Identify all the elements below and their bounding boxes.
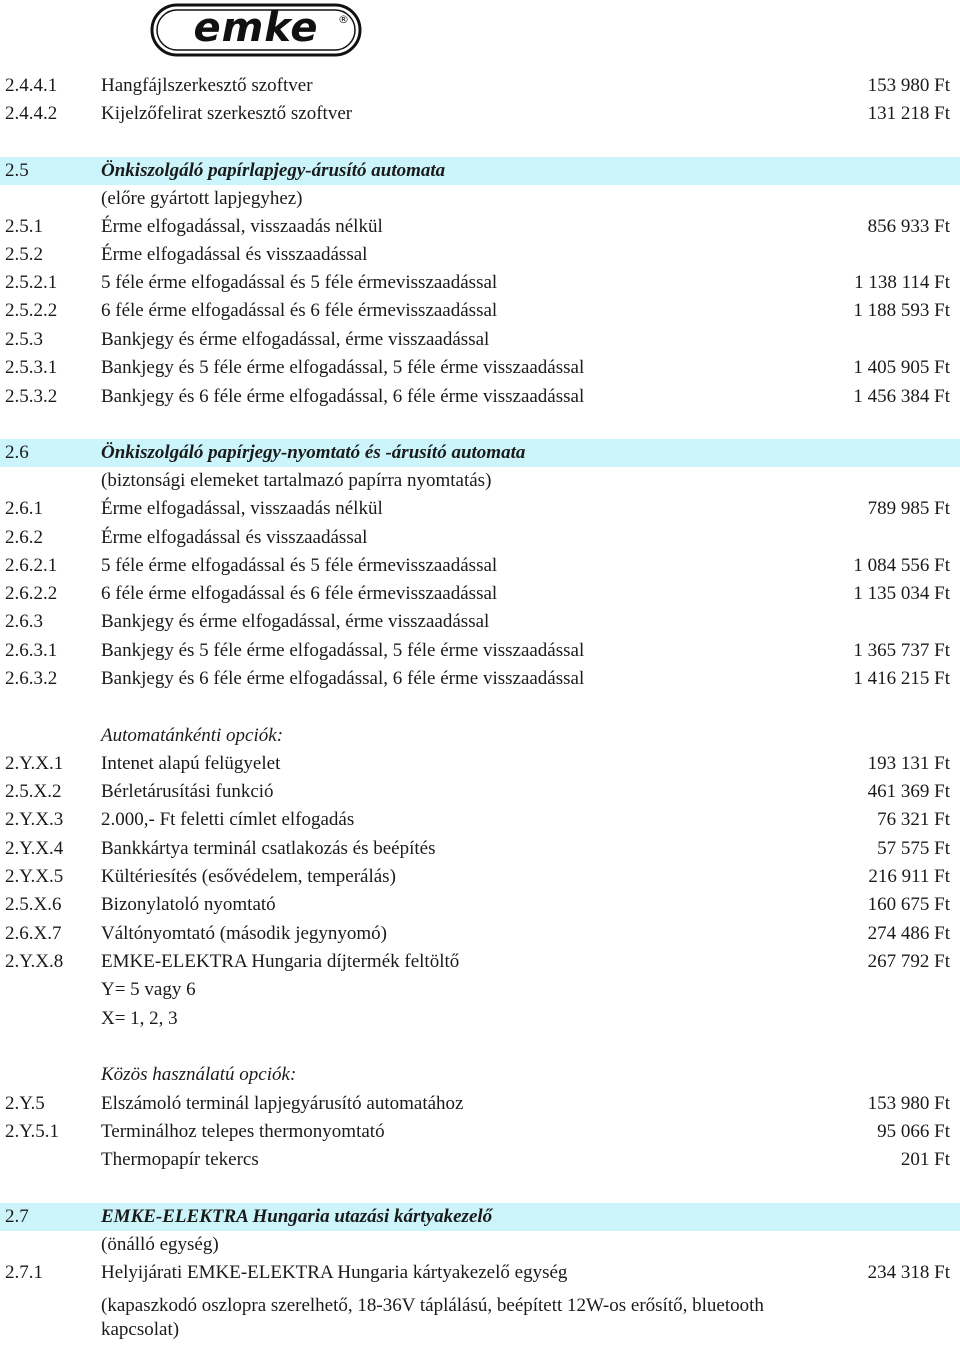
emke-logo [150,3,362,57]
section-number: 2.5 [5,160,29,181]
item-number: 2.6.X.7 [5,923,62,944]
item-description: Érme elfogadással és visszaadással [101,244,368,265]
item-description: 6 féle érme elfogadással és 6 féle érmevisszaadással [101,300,498,321]
item-description: 2.000,- Ft feletti címlet elfogadás [101,809,355,830]
item-price: 1 456 384 Ft [853,386,950,407]
item-number: 2.5.3 [5,329,43,350]
item-number: 2.6.3.2 [5,668,58,689]
item-number: 2.Y.5 [5,1093,45,1114]
legend-y: Y= 5 vagy 6 [101,979,196,1000]
item-description: Bankjegy és 6 féle érme elfogadással, 6 féle érme visszaadással [101,668,585,689]
item-number: 2.5.X.2 [5,781,62,802]
item-number: 2.5.3.1 [5,357,58,378]
section-header-row [0,157,960,185]
price-row [0,100,960,128]
item-description: Bizonylatoló nyomtató [101,894,276,915]
item-price: 1 188 593 Ft [853,300,950,321]
item-number: 2.Y.X.4 [5,838,64,859]
item-description: Terminálhoz telepes thermonyomtató [101,1121,385,1142]
item-description: Bankjegy és érme elfogadással, érme visszaadással [101,611,490,632]
item-price: 1 135 034 Ft [853,583,950,604]
item-description: Bankjegy és 5 féle érme elfogadással, 5 féle érme visszaadással [101,640,585,661]
item-description: Elszámoló terminál lapjegyárusító automatához [101,1093,464,1114]
section-header-row [0,439,960,467]
item-number: 2.6.2.1 [5,555,58,576]
item-description: Bérletárusítási funkció [101,781,274,802]
item-description: Kültériesítés (esővédelem, temperálás) [101,866,396,887]
item-price: 461 369 Ft [867,781,950,802]
item-number: 2.Y.5.1 [5,1121,60,1142]
item-number: 2.5.2.1 [5,272,58,293]
item-description: 6 féle érme elfogadással és 6 féle érmevisszaadással [101,583,498,604]
price-row [0,1090,960,1118]
options-heading-row [0,1061,960,1089]
item-number: 2.Y.X.3 [5,809,64,830]
item-number: 2.5.1 [5,216,43,237]
options-heading-row [0,722,960,750]
item-price: 1 365 737 Ft [853,640,950,661]
price-row [0,241,960,269]
item-price: 1 084 556 Ft [853,555,950,576]
item-price: 57 575 Ft [877,838,950,859]
price-row [0,297,960,325]
price-row [0,948,960,976]
price-row [0,1118,960,1146]
section-number: 2.7 [5,1206,29,1227]
price-row [0,495,960,523]
item-number: 2.5.3.2 [5,386,58,407]
registered-mark: ® [338,13,349,26]
item-price: 193 131 Ft [867,753,950,774]
price-row [0,383,960,411]
item-price: 216 911 Ft [868,866,950,887]
price-row [0,524,960,552]
item-price: 789 985 Ft [867,498,950,519]
item-description: Érme elfogadással, visszaadás nélkül [101,216,383,237]
item-number: 2.4.4.1 [5,75,58,96]
item-description: Hangfájlszerkesztő szoftver [101,75,313,96]
item-price: 131 218 Ft [867,103,950,124]
item-price: 153 980 Ft [867,75,950,96]
item-number: 2.6.2 [5,527,43,548]
legend-row [0,976,960,1004]
price-row [0,920,960,948]
item-price: 234 318 Ft [867,1262,950,1283]
item-price: 95 066 Ft [877,1121,950,1142]
section-note: (biztonsági elemeket tartalmazó papírra nyomtatás) [101,470,492,491]
price-row [0,72,960,100]
legend-x: X= 1, 2, 3 [101,1008,178,1029]
item-number: 2.6.3 [5,611,43,632]
item-price: 160 675 Ft [867,894,950,915]
note-row [0,185,960,213]
price-row [0,891,960,919]
price-row [0,580,960,608]
item-price: 76 321 Ft [877,809,950,830]
item-number: 2.6.3.1 [5,640,58,661]
price-row [0,269,960,297]
item-description: 5 féle érme elfogadással és 5 féle érmevisszaadással [101,555,498,576]
item-description: Váltónyomtató (második jegynyomó) [101,923,388,944]
item-price: 267 792 Ft [867,951,950,972]
price-row [0,1146,960,1174]
item-price: 1 405 905 Ft [853,357,950,378]
section-note: (önálló egység) [101,1234,219,1255]
legend-row [0,1005,960,1033]
price-row [0,326,960,354]
item-price: 1 416 215 Ft [853,668,950,689]
price-row [0,354,960,382]
price-row [0,1259,960,1287]
item-description: Érme elfogadással, visszaadás nélkül [101,498,383,519]
price-row [0,213,960,241]
item-number: 2.6.2.2 [5,583,58,604]
price-row [0,665,960,693]
section-title: Önkiszolgáló papírjegy-nyomtató és -árusító automata [101,442,526,463]
price-row [0,863,960,891]
item-description: Intenet alapú felügyelet [101,753,281,774]
item-number: 2.Y.X.1 [5,753,64,774]
item-price: 856 933 Ft [867,216,950,237]
item-price: 1 138 114 Ft [854,272,950,293]
item-description: EMKE-ELEKTRA Hungaria díjtermék feltöltő [101,951,460,972]
item-description: Kijelzőfelirat szerkesztő szoftver [101,103,353,124]
item-description: Bankjegy és érme elfogadással, érme visszaadással [101,329,490,350]
item-description: Helyijárati EMKE-ELEKTRA Hungaria kártyakezelő egység [101,1262,568,1283]
item-description: Érme elfogadással és visszaadással [101,527,368,548]
item-description: Bankjegy és 5 féle érme elfogadással, 5 féle érme visszaadással [101,357,585,378]
item-price: 274 486 Ft [867,923,950,944]
item-number: 2.7.1 [5,1262,43,1283]
note-row [0,1294,960,1346]
section-number: 2.6 [5,442,29,463]
item-number: 2.6.1 [5,498,43,519]
item-number: 2.5.X.6 [5,894,62,915]
price-row [0,835,960,863]
item-number: 2.5.2 [5,244,43,265]
item-number: 2.Y.X.5 [5,866,64,887]
options-heading: Közös használatú opciók: [101,1064,297,1085]
item-description: Bankjegy és 6 féle érme elfogadással, 6 féle érme visszaadással [101,386,585,407]
item-price: 153 980 Ft [867,1093,950,1114]
note-row [0,467,960,495]
item-price: 201 Ft [900,1149,950,1170]
item-note: (kapaszkodó oszlopra szerelhető, 18-36V táplálású, beépített 12W-os erősítő, bluetooth kapcsolat) [101,1295,764,1340]
price-row [0,806,960,834]
note-row [0,1231,960,1259]
section-note: (előre gyártott lapjegyhez) [101,188,303,209]
item-description: Thermopapír tekercs [101,1149,259,1170]
price-row [0,637,960,665]
section-title: Önkiszolgáló papírlapjegy-árusító automata [101,160,446,181]
price-row [0,778,960,806]
price-row [0,552,960,580]
price-row [0,608,960,636]
item-number: 2.Y.X.8 [5,951,64,972]
item-number: 2.5.2.2 [5,300,58,321]
price-row [0,750,960,778]
item-number: 2.4.4.2 [5,103,58,124]
item-description: Bankkártya terminál csatlakozás és beépítés [101,838,436,859]
section-title: EMKE-ELEKTRA Hungaria utazási kártyakezelő [101,1206,493,1227]
item-description: 5 féle érme elfogadással és 5 féle érmevisszaadással [101,272,498,293]
logo-wordmark: emke [193,5,319,51]
section-header-row [0,1203,960,1231]
options-heading: Automatánkénti opciók: [101,725,284,746]
